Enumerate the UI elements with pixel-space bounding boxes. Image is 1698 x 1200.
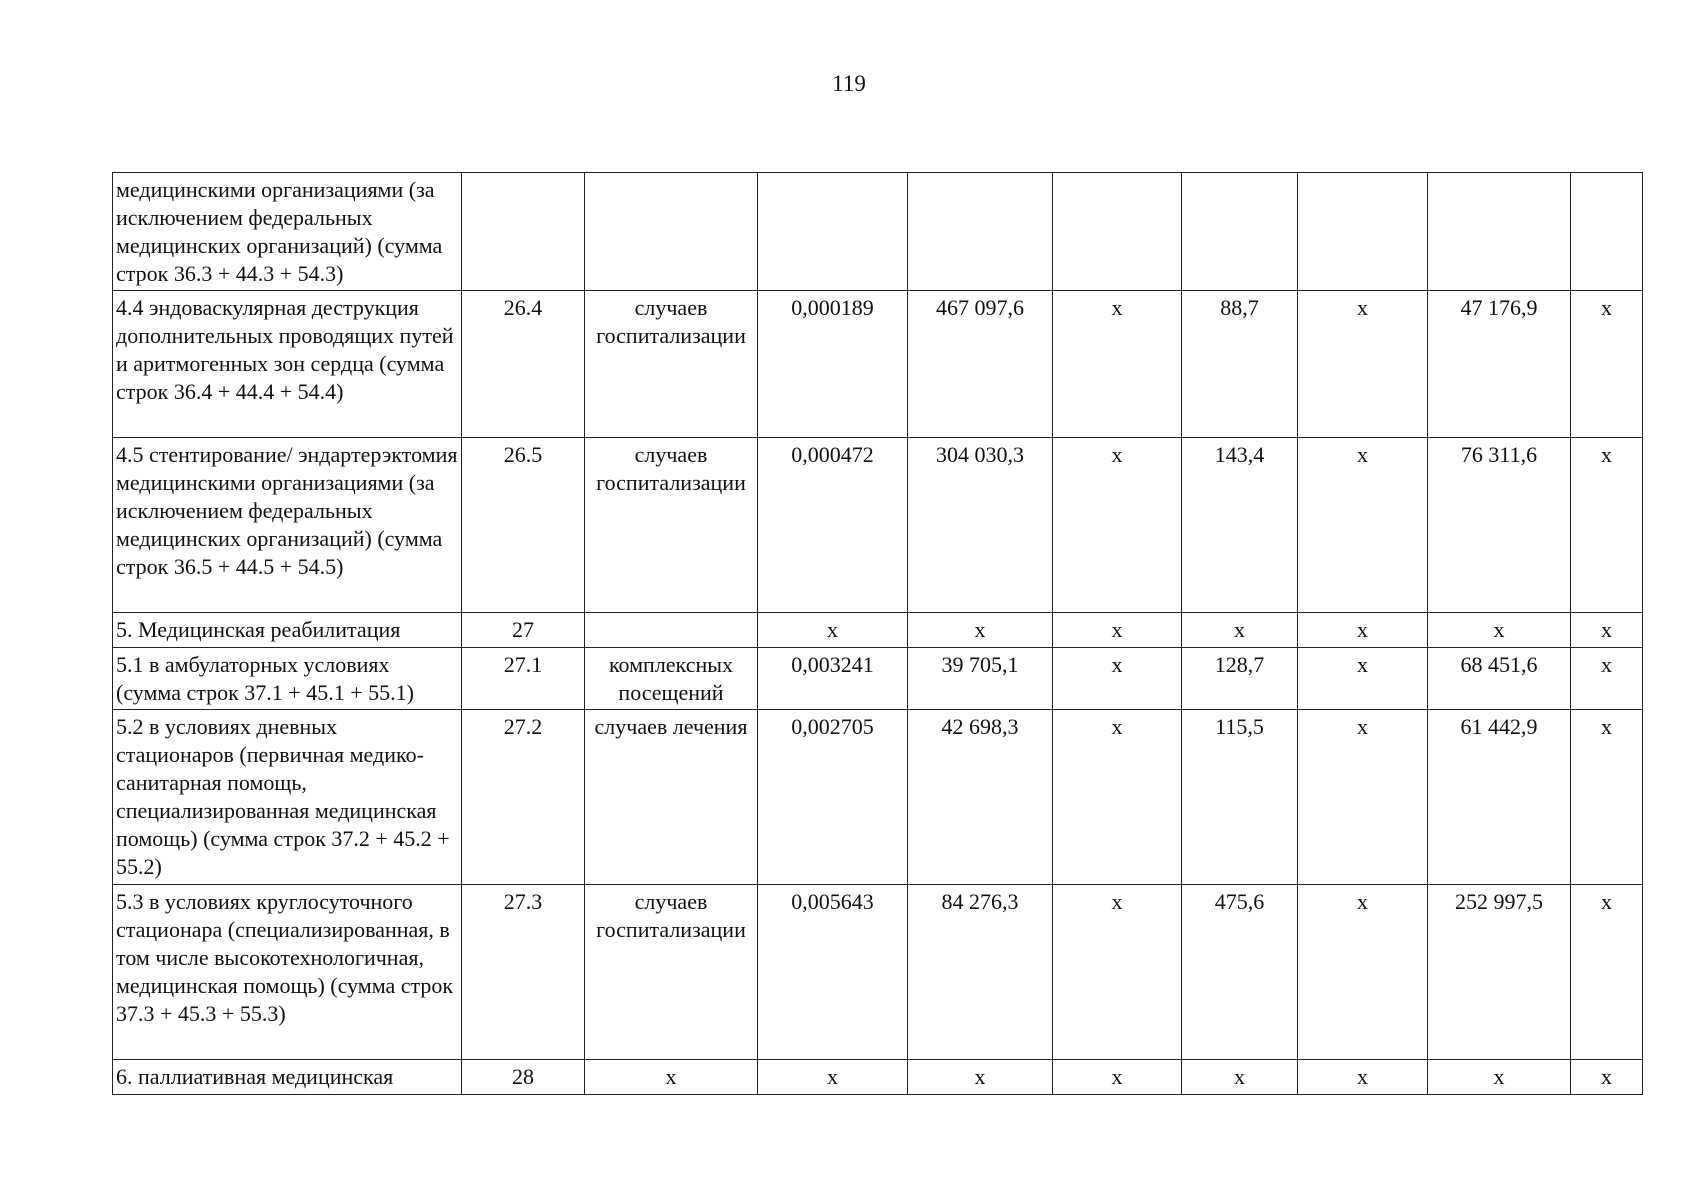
row-value-2 bbox=[908, 173, 1053, 291]
row-value-1 bbox=[758, 173, 908, 291]
row-value-2: х bbox=[908, 613, 1053, 648]
row-value-5: х bbox=[1298, 648, 1428, 710]
row-value-3: х bbox=[1053, 710, 1182, 885]
row-value-3: х bbox=[1053, 648, 1182, 710]
table-row bbox=[113, 173, 1643, 291]
row-unit: случаев госпитализации bbox=[585, 291, 758, 438]
row-value-5 bbox=[1298, 173, 1428, 291]
table-row bbox=[113, 885, 1643, 1060]
row-value-7: х bbox=[1571, 1060, 1643, 1095]
row-value-6 bbox=[1428, 173, 1571, 291]
row-value-2: 304 030,3 bbox=[908, 438, 1053, 613]
row-unit bbox=[585, 613, 758, 648]
row-value-4: 88,7 bbox=[1182, 291, 1298, 438]
row-value-2: х bbox=[908, 1060, 1053, 1095]
row-value-6: 76 311,6 bbox=[1428, 438, 1571, 613]
row-value-3: х bbox=[1053, 885, 1182, 1060]
row-unit: случаев госпитализации bbox=[585, 885, 758, 1060]
row-value-3: х bbox=[1053, 291, 1182, 438]
row-value-4: х bbox=[1182, 613, 1298, 648]
table-row bbox=[113, 710, 1643, 885]
row-value-3: х bbox=[1053, 613, 1182, 648]
page-number: 119 bbox=[832, 71, 866, 96]
row-line-number: 28 bbox=[462, 1060, 585, 1095]
row-name: 4.4 эндоваскулярная деструкция дополнительных проводящих путей и аритмогенных зон сердца (сумма строк 36.4 + 44.4 + 54.4) bbox=[113, 291, 462, 438]
row-value-3: х bbox=[1053, 438, 1182, 613]
row-name: медицинскими организациями (за исключением федеральных медицинских организаций) (сумма строк 36.3 + 44.3 + 54.3) bbox=[113, 173, 462, 291]
row-value-5: х bbox=[1298, 613, 1428, 648]
row-line-number bbox=[462, 173, 585, 291]
row-value-4: 115,5 bbox=[1182, 710, 1298, 885]
row-line-number: 27.2 bbox=[462, 710, 585, 885]
row-value-1: х bbox=[758, 613, 908, 648]
row-value-3 bbox=[1053, 173, 1182, 291]
row-unit: комплексных посещений bbox=[585, 648, 758, 710]
row-value-7 bbox=[1571, 173, 1643, 291]
row-unit bbox=[585, 173, 758, 291]
row-value-1: 0,002705 bbox=[758, 710, 908, 885]
row-name: 4.5 стентирование/ эндартерэктомия медицинскими организациями (за исключением федеральных медицинских организаций) (сумма строк 36.5 + 44.5 + 54.5) bbox=[113, 438, 462, 613]
row-value-6: 252 997,5 bbox=[1428, 885, 1571, 1060]
table-row bbox=[113, 648, 1643, 710]
row-value-5: х bbox=[1298, 438, 1428, 613]
row-value-1: 0,000189 bbox=[758, 291, 908, 438]
row-line-number: 27.1 bbox=[462, 648, 585, 710]
row-value-7: х bbox=[1571, 291, 1643, 438]
row-line-number: 26.5 bbox=[462, 438, 585, 613]
row-name: 5.3 в условиях круглосуточного стационара (специализированная, в том числе высокотехнологичная, медицинская помощь) (сумма строк 37.3 + 45.3 + 55.3) bbox=[113, 885, 462, 1060]
table-row bbox=[113, 613, 1643, 648]
row-line-number: 27 bbox=[462, 613, 585, 648]
row-value-2: 42 698,3 bbox=[908, 710, 1053, 885]
row-value-4: 475,6 bbox=[1182, 885, 1298, 1060]
row-value-2: 467 097,6 bbox=[908, 291, 1053, 438]
table-row bbox=[113, 438, 1643, 613]
row-name: 5. Медицинская реабилитация bbox=[113, 613, 462, 648]
row-value-5: х bbox=[1298, 1060, 1428, 1095]
row-value-6: 68 451,6 bbox=[1428, 648, 1571, 710]
row-line-number: 27.3 bbox=[462, 885, 585, 1060]
row-value-7: х bbox=[1571, 710, 1643, 885]
row-value-2: 39 705,1 bbox=[908, 648, 1053, 710]
row-unit: случаев лечения bbox=[585, 710, 758, 885]
row-value-7: х bbox=[1571, 885, 1643, 1060]
row-value-7: х bbox=[1571, 648, 1643, 710]
row-name: 5.1 в амбулаторных условиях (сумма строк 37.1 + 45.1 + 55.1) bbox=[113, 648, 462, 710]
data-table bbox=[112, 172, 1643, 1095]
row-value-4: 128,7 bbox=[1182, 648, 1298, 710]
table-row bbox=[113, 291, 1643, 438]
row-value-6: х bbox=[1428, 1060, 1571, 1095]
row-value-5: х bbox=[1298, 291, 1428, 438]
row-value-1: х bbox=[758, 1060, 908, 1095]
row-value-5: х bbox=[1298, 710, 1428, 885]
row-value-1: 0,000472 bbox=[758, 438, 908, 613]
row-value-6: 47 176,9 bbox=[1428, 291, 1571, 438]
row-value-2: 84 276,3 bbox=[908, 885, 1053, 1060]
row-value-1: 0,005643 bbox=[758, 885, 908, 1060]
row-value-5: х bbox=[1298, 885, 1428, 1060]
row-line-number: 26.4 bbox=[462, 291, 585, 438]
row-value-4: 143,4 bbox=[1182, 438, 1298, 613]
row-unit: х bbox=[585, 1060, 758, 1095]
row-value-4 bbox=[1182, 173, 1298, 291]
row-value-7: х bbox=[1571, 438, 1643, 613]
table-row bbox=[113, 1060, 1643, 1095]
row-name: 5.2 в условиях дневных стационаров (первичная медико-санитарная помощь, специализированная медицинская помощь) (сумма строк 37.2 + 45.2 + 55.2) bbox=[113, 710, 462, 885]
row-value-1: 0,003241 bbox=[758, 648, 908, 710]
row-value-6: х bbox=[1428, 613, 1571, 648]
row-value-4: х bbox=[1182, 1060, 1298, 1095]
row-value-6: 61 442,9 bbox=[1428, 710, 1571, 885]
row-name: 6. паллиативная медицинская bbox=[113, 1060, 462, 1095]
row-value-3: х bbox=[1053, 1060, 1182, 1095]
row-value-7: х bbox=[1571, 613, 1643, 648]
row-unit: случаев госпитализации bbox=[585, 438, 758, 613]
